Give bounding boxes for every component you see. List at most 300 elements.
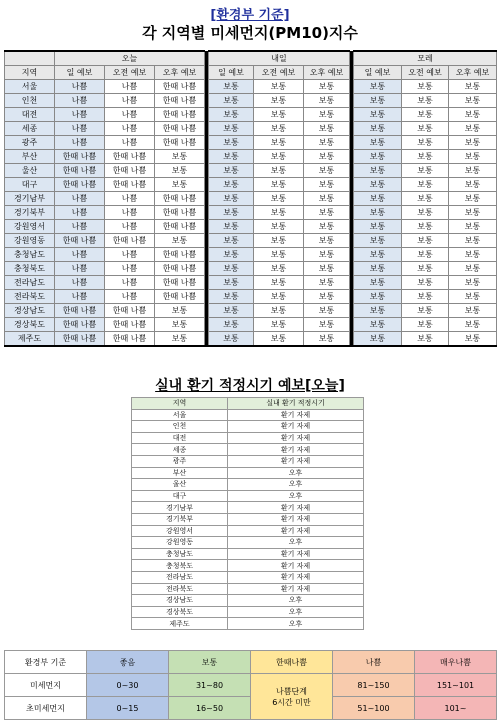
forecast-cell: 보통 (209, 122, 254, 136)
sub-header-row (5, 66, 497, 80)
forecast-cell: 보통 (304, 206, 350, 220)
legend-partial-line1: 나쁨단계 (276, 686, 307, 696)
forecast-cell: 보통 (449, 276, 497, 290)
ventilation-timing: 환기 자제 (228, 409, 364, 421)
forecast-cell: 한때 나쁨 (155, 220, 205, 234)
forecast-cell: 보통 (254, 332, 304, 347)
sub-header: 오후 예보 (304, 66, 350, 80)
forecast-cell: 보통 (254, 220, 304, 234)
forecast-cell: 나쁨 (55, 206, 105, 220)
forecast-cell: 보통 (402, 234, 449, 248)
forecast-cell: 보통 (209, 178, 254, 192)
forecast-cell: 보통 (402, 206, 449, 220)
forecast-cell: 나쁨 (55, 108, 105, 122)
forecast-cell: 나쁨 (55, 136, 105, 150)
forecast-cell: 보통 (354, 136, 402, 150)
forecast-cell: 보통 (254, 276, 304, 290)
ventilation-title: 실내 환기 적정시기 예보[오늘] (155, 378, 345, 394)
forecast-cell: 보통 (402, 192, 449, 206)
forecast-cell: 보통 (449, 178, 497, 192)
ventilation-region: 강원영동 (132, 537, 228, 549)
forecast-region: 대전 (5, 108, 55, 122)
legend-cell: 51~100 (333, 697, 415, 720)
forecast-cell: 한때 나쁨 (105, 234, 155, 248)
forecast-row (5, 80, 497, 94)
ventilation-row (132, 571, 364, 583)
forecast-cell: 나쁨 (55, 262, 105, 276)
ventilation-timing: 환기 자제 (228, 421, 364, 433)
legend-bad-header: 나쁨 (333, 651, 415, 674)
forecast-cell: 보통 (254, 94, 304, 108)
sub-header: 오후 예보 (155, 66, 205, 80)
forecast-cell: 보통 (354, 122, 402, 136)
forecast-cell: 나쁨 (105, 290, 155, 304)
forecast-row (5, 206, 497, 220)
forecast-row (5, 136, 497, 150)
forecast-cell: 보통 (155, 234, 205, 248)
forecast-cell: 보통 (354, 304, 402, 318)
ventilation-row (132, 444, 364, 456)
forecast-cell: 나쁨 (55, 94, 105, 108)
forecast-region: 경상남도 (5, 304, 55, 318)
forecast-row (5, 192, 497, 206)
forecast-cell: 보통 (402, 290, 449, 304)
forecast-cell: 한때 나쁨 (105, 304, 155, 318)
forecast-cell: 보통 (254, 108, 304, 122)
forecast-cell: 보통 (254, 136, 304, 150)
legend-cell: 101~ (415, 697, 497, 720)
forecast-row (5, 94, 497, 108)
forecast-cell: 보통 (209, 94, 254, 108)
forecast-region: 광주 (5, 136, 55, 150)
forecast-cell: 보통 (155, 178, 205, 192)
forecast-cell: 보통 (209, 164, 254, 178)
forecast-cell: 보통 (304, 262, 350, 276)
forecast-cell: 보통 (209, 290, 254, 304)
ventilation-timing: 오후 (228, 537, 364, 549)
forecast-cell: 보통 (304, 164, 350, 178)
forecast-cell: 보통 (155, 318, 205, 332)
ventilation-timing: 환기 자제 (228, 560, 364, 572)
forecast-cell: 보통 (209, 248, 254, 262)
forecast-region: 경상북도 (5, 318, 55, 332)
forecast-cell: 보통 (209, 318, 254, 332)
forecast-cell: 보통 (354, 164, 402, 178)
ventilation-timing: 환기 자제 (228, 502, 364, 514)
forecast-cell: 한때 나쁨 (55, 234, 105, 248)
legend-very-bad-header: 매우나쁨 (415, 651, 497, 674)
forecast-region: 부산 (5, 150, 55, 164)
forecast-cell: 한때 나쁨 (55, 178, 105, 192)
forecast-region: 전라남도 (5, 276, 55, 290)
forecast-cell: 한때 나쁨 (105, 178, 155, 192)
forecast-region: 경기북부 (5, 206, 55, 220)
forecast-cell: 보통 (304, 220, 350, 234)
forecast-cell: 보통 (304, 234, 350, 248)
legend-cell: 0~30 (87, 674, 169, 697)
forecast-cell: 보통 (304, 192, 350, 206)
forecast-cell: 보통 (354, 220, 402, 234)
forecast-cell: 나쁨 (105, 192, 155, 206)
forecast-row (5, 234, 497, 248)
forecast-cell: 보통 (254, 248, 304, 262)
ventilation-row (132, 560, 364, 572)
forecast-cell: 보통 (304, 276, 350, 290)
forecast-cell: 보통 (209, 206, 254, 220)
forecast-cell: 보통 (155, 150, 205, 164)
forecast-row (5, 304, 497, 318)
ventilation-timing-header: 실내 환기 적정시기 (228, 398, 364, 410)
forecast-table (4, 50, 497, 347)
forecast-cell: 보통 (354, 234, 402, 248)
forecast-cell: 한때 나쁨 (55, 332, 105, 347)
forecast-cell: 보통 (354, 178, 402, 192)
ventilation-timing: 환기 자제 (228, 583, 364, 595)
forecast-cell: 보통 (402, 220, 449, 234)
forecast-cell: 나쁨 (105, 276, 155, 290)
forecast-cell: 보통 (254, 164, 304, 178)
forecast-cell: 보통 (155, 164, 205, 178)
forecast-cell: 보통 (304, 150, 350, 164)
ventilation-region-header: 지역 (132, 398, 228, 410)
ventilation-timing: 오후 (228, 479, 364, 491)
ventilation-region: 전라북도 (132, 583, 228, 595)
ventilation-timing: 환기 자제 (228, 444, 364, 456)
forecast-cell: 보통 (354, 150, 402, 164)
forecast-cell: 보통 (354, 206, 402, 220)
forecast-cell: 나쁨 (55, 248, 105, 262)
forecast-cell: 보통 (449, 94, 497, 108)
forecast-region: 경기남부 (5, 192, 55, 206)
forecast-cell: 보통 (354, 332, 402, 347)
forecast-cell: 보통 (254, 80, 304, 94)
forecast-cell: 나쁨 (55, 80, 105, 94)
legend-pm25-label: 초미세먼지 (5, 697, 87, 720)
forecast-cell: 보통 (402, 80, 449, 94)
forecast-cell: 보통 (402, 164, 449, 178)
forecast-cell: 보통 (402, 318, 449, 332)
legend-partial-cell (251, 674, 333, 720)
sub-header: 일 예보 (354, 66, 402, 80)
forecast-region: 제주도 (5, 332, 55, 347)
region-header: 지역 (5, 66, 55, 80)
forecast-cell: 보통 (449, 192, 497, 206)
forecast-cell: 보통 (449, 304, 497, 318)
forecast-row (5, 332, 497, 347)
forecast-cell: 보통 (254, 206, 304, 220)
forecast-region: 울산 (5, 164, 55, 178)
ventilation-timing: 환기 자제 (228, 455, 364, 467)
forecast-cell: 보통 (155, 304, 205, 318)
forecast-row (5, 318, 497, 332)
forecast-cell: 보통 (449, 108, 497, 122)
ventilation-region: 경상남도 (132, 595, 228, 607)
forecast-cell: 보통 (209, 262, 254, 276)
ventilation-row (132, 595, 364, 607)
forecast-cell: 보통 (402, 248, 449, 262)
ventilation-header-row (132, 398, 364, 410)
forecast-cell: 나쁨 (105, 108, 155, 122)
ventilation-timing: 오후 (228, 490, 364, 502)
ventilation-region: 울산 (132, 479, 228, 491)
ventilation-region: 충청북도 (132, 560, 228, 572)
forecast-cell: 나쁨 (105, 262, 155, 276)
forecast-cell: 보통 (449, 332, 497, 347)
forecast-cell: 보통 (254, 150, 304, 164)
forecast-cell: 보통 (402, 94, 449, 108)
forecast-cell: 보통 (402, 332, 449, 347)
forecast-cell: 보통 (209, 108, 254, 122)
ventilation-timing: 오후 (228, 467, 364, 479)
forecast-cell: 보통 (402, 178, 449, 192)
legend-pm10-row (5, 674, 497, 697)
forecast-cell: 보통 (304, 80, 350, 94)
forecast-cell: 보통 (304, 248, 350, 262)
forecast-row (5, 290, 497, 304)
forecast-region: 세종 (5, 122, 55, 136)
forecast-cell: 보통 (402, 136, 449, 150)
forecast-cell: 보통 (209, 304, 254, 318)
forecast-cell: 보통 (402, 150, 449, 164)
forecast-cell: 한때 나쁨 (55, 304, 105, 318)
forecast-region: 강원영동 (5, 234, 55, 248)
forecast-cell: 보통 (449, 318, 497, 332)
day-tomorrow: 내일 (209, 51, 350, 66)
legend-standard-header: 환경부 기준 (5, 651, 87, 674)
ventilation-region: 부산 (132, 467, 228, 479)
forecast-cell: 보통 (449, 164, 497, 178)
legend-partial-header: 한때나쁨 (251, 651, 333, 674)
legend-cell: 81~150 (333, 674, 415, 697)
ventilation-region: 서울 (132, 409, 228, 421)
forecast-cell: 나쁨 (105, 122, 155, 136)
legend-cell: 151~101 (415, 674, 497, 697)
forecast-cell: 보통 (304, 94, 350, 108)
ventilation-timing: 환기 자제 (228, 513, 364, 525)
ventilation-row (132, 618, 364, 630)
forecast-row (5, 248, 497, 262)
ventilation-row (132, 606, 364, 618)
ventilation-timing: 오후 (228, 595, 364, 607)
forecast-cell: 보통 (449, 234, 497, 248)
forecast-cell: 보통 (402, 122, 449, 136)
forecast-region: 인천 (5, 94, 55, 108)
legend-header-row (5, 651, 497, 674)
forecast-row (5, 262, 497, 276)
day-today: 오늘 (55, 51, 205, 66)
legend-cell: 16~50 (169, 697, 251, 720)
forecast-cell: 나쁨 (105, 80, 155, 94)
forecast-cell: 보통 (304, 108, 350, 122)
forecast-cell: 보통 (209, 80, 254, 94)
ventilation-row (132, 409, 364, 421)
ventilation-row (132, 467, 364, 479)
forecast-cell: 보통 (304, 318, 350, 332)
ventilation-region: 세종 (132, 444, 228, 456)
ventilation-region: 대전 (132, 432, 228, 444)
forecast-cell: 보통 (304, 178, 350, 192)
forecast-cell: 보통 (304, 304, 350, 318)
forecast-cell: 나쁨 (55, 192, 105, 206)
legend-partial-line2: 6시간 미만 (272, 697, 311, 707)
forecast-cell: 보통 (254, 318, 304, 332)
ventilation-row (132, 513, 364, 525)
ventilation-timing: 환기 자제 (228, 525, 364, 537)
forecast-cell: 한때 나쁨 (155, 122, 205, 136)
ventilation-region: 대구 (132, 490, 228, 502)
forecast-cell: 한때 나쁨 (55, 164, 105, 178)
forecast-cell: 보통 (209, 150, 254, 164)
ventilation-row (132, 479, 364, 491)
forecast-cell: 나쁨 (105, 94, 155, 108)
ventilation-row (132, 432, 364, 444)
forecast-region: 전라북도 (5, 290, 55, 304)
ventilation-region: 충청남도 (132, 548, 228, 560)
forecast-cell: 나쁨 (55, 220, 105, 234)
forecast-region: 대구 (5, 178, 55, 192)
forecast-cell: 보통 (304, 136, 350, 150)
forecast-cell: 보통 (449, 248, 497, 262)
forecast-region: 강원영서 (5, 220, 55, 234)
forecast-cell: 보통 (354, 276, 402, 290)
forecast-region: 충청남도 (5, 248, 55, 262)
ventilation-row (132, 537, 364, 549)
ventilation-region: 광주 (132, 455, 228, 467)
forecast-cell: 한때 나쁨 (155, 80, 205, 94)
forecast-cell: 나쁨 (55, 122, 105, 136)
ventilation-timing: 환기 자제 (228, 571, 364, 583)
forecast-cell: 보통 (254, 192, 304, 206)
forecast-cell: 보통 (254, 234, 304, 248)
forecast-cell: 보통 (209, 136, 254, 150)
page-title: 각 지역별 미세먼지(PM10)지수 (142, 24, 358, 42)
forecast-row (5, 150, 497, 164)
agency-label: [환경부 기준] (210, 8, 290, 23)
forecast-cell: 보통 (402, 276, 449, 290)
ventilation-row (132, 525, 364, 537)
forecast-cell: 보통 (354, 80, 402, 94)
sub-header: 오전 예보 (254, 66, 304, 80)
forecast-row (5, 108, 497, 122)
legend-normal-header: 보통 (169, 651, 251, 674)
forecast-cell: 보통 (449, 220, 497, 234)
forecast-cell: 한때 나쁨 (155, 94, 205, 108)
forecast-cell: 보통 (402, 262, 449, 276)
forecast-cell: 나쁨 (105, 206, 155, 220)
forecast-cell: 보통 (449, 122, 497, 136)
forecast-cell: 나쁨 (55, 290, 105, 304)
ventilation-row (132, 421, 364, 433)
forecast-cell: 보통 (254, 178, 304, 192)
legend-cell: 0~15 (87, 697, 169, 720)
ventilation-timing: 환기 자제 (228, 548, 364, 560)
sub-header: 오후 예보 (449, 66, 497, 80)
forecast-cell: 보통 (449, 290, 497, 304)
sub-header: 일 예보 (209, 66, 254, 80)
forecast-cell: 한때 나쁨 (155, 290, 205, 304)
forecast-cell: 보통 (354, 262, 402, 276)
ventilation-timing: 환기 자제 (228, 432, 364, 444)
forecast-cell: 보통 (449, 136, 497, 150)
forecast-cell: 보통 (449, 150, 497, 164)
forecast-cell: 한때 나쁨 (155, 262, 205, 276)
forecast-cell: 보통 (354, 108, 402, 122)
forecast-cell: 한때 나쁨 (155, 192, 205, 206)
forecast-cell: 보통 (254, 290, 304, 304)
forecast-cell: 보통 (254, 304, 304, 318)
forecast-row (5, 220, 497, 234)
forecast-cell: 한때 나쁨 (155, 108, 205, 122)
day-after-tomorrow: 모레 (354, 51, 497, 66)
forecast-cell: 보통 (304, 290, 350, 304)
ventilation-region: 강원영서 (132, 525, 228, 537)
forecast-region: 충청북도 (5, 262, 55, 276)
forecast-cell: 한때 나쁨 (155, 136, 205, 150)
forecast-cell: 보통 (209, 332, 254, 347)
forecast-cell: 보통 (209, 192, 254, 206)
forecast-cell: 한때 나쁨 (155, 206, 205, 220)
forecast-cell: 보통 (254, 122, 304, 136)
ventilation-table (131, 397, 364, 630)
forecast-cell: 나쁨 (105, 248, 155, 262)
ventilation-row (132, 548, 364, 560)
forecast-cell: 보통 (209, 220, 254, 234)
forecast-cell: 보통 (449, 80, 497, 94)
forecast-cell: 한때 나쁨 (105, 150, 155, 164)
forecast-cell: 나쁨 (105, 220, 155, 234)
forecast-cell: 보통 (449, 262, 497, 276)
forecast-cell: 한때 나쁨 (55, 318, 105, 332)
ventilation-region: 전라남도 (132, 571, 228, 583)
forecast-row (5, 122, 497, 136)
forecast-cell: 보통 (304, 332, 350, 347)
ventilation-region: 제주도 (132, 618, 228, 630)
forecast-cell: 한때 나쁨 (105, 318, 155, 332)
forecast-row (5, 276, 497, 290)
sub-header: 일 예보 (55, 66, 105, 80)
ventilation-row (132, 502, 364, 514)
forecast-cell: 한때 나쁨 (105, 332, 155, 347)
sub-header: 오전 예보 (105, 66, 155, 80)
forecast-cell: 보통 (354, 290, 402, 304)
legend-cell: 31~80 (169, 674, 251, 697)
sub-header: 오전 예보 (402, 66, 449, 80)
ventilation-row (132, 455, 364, 467)
ventilation-timing: 오후 (228, 606, 364, 618)
forecast-row (5, 178, 497, 192)
forecast-cell: 보통 (402, 304, 449, 318)
forecast-cell: 한때 나쁨 (155, 276, 205, 290)
legend-table (4, 650, 497, 720)
forecast-cell: 보통 (354, 248, 402, 262)
forecast-region: 서울 (5, 80, 55, 94)
forecast-cell: 보통 (354, 192, 402, 206)
forecast-cell: 한때 나쁨 (55, 150, 105, 164)
forecast-cell: 보통 (354, 94, 402, 108)
forecast-cell: 한때 나쁨 (155, 248, 205, 262)
forecast-cell: 한때 나쁨 (105, 164, 155, 178)
ventilation-row (132, 583, 364, 595)
ventilation-region: 경기남부 (132, 502, 228, 514)
forecast-row (5, 164, 497, 178)
forecast-cell: 보통 (209, 276, 254, 290)
forecast-cell: 보통 (254, 262, 304, 276)
ventilation-timing: 오후 (228, 618, 364, 630)
forecast-cell: 보통 (354, 318, 402, 332)
legend-pm10-label: 미세먼지 (5, 674, 87, 697)
legend-good-header: 좋음 (87, 651, 169, 674)
forecast-cell: 보통 (402, 108, 449, 122)
